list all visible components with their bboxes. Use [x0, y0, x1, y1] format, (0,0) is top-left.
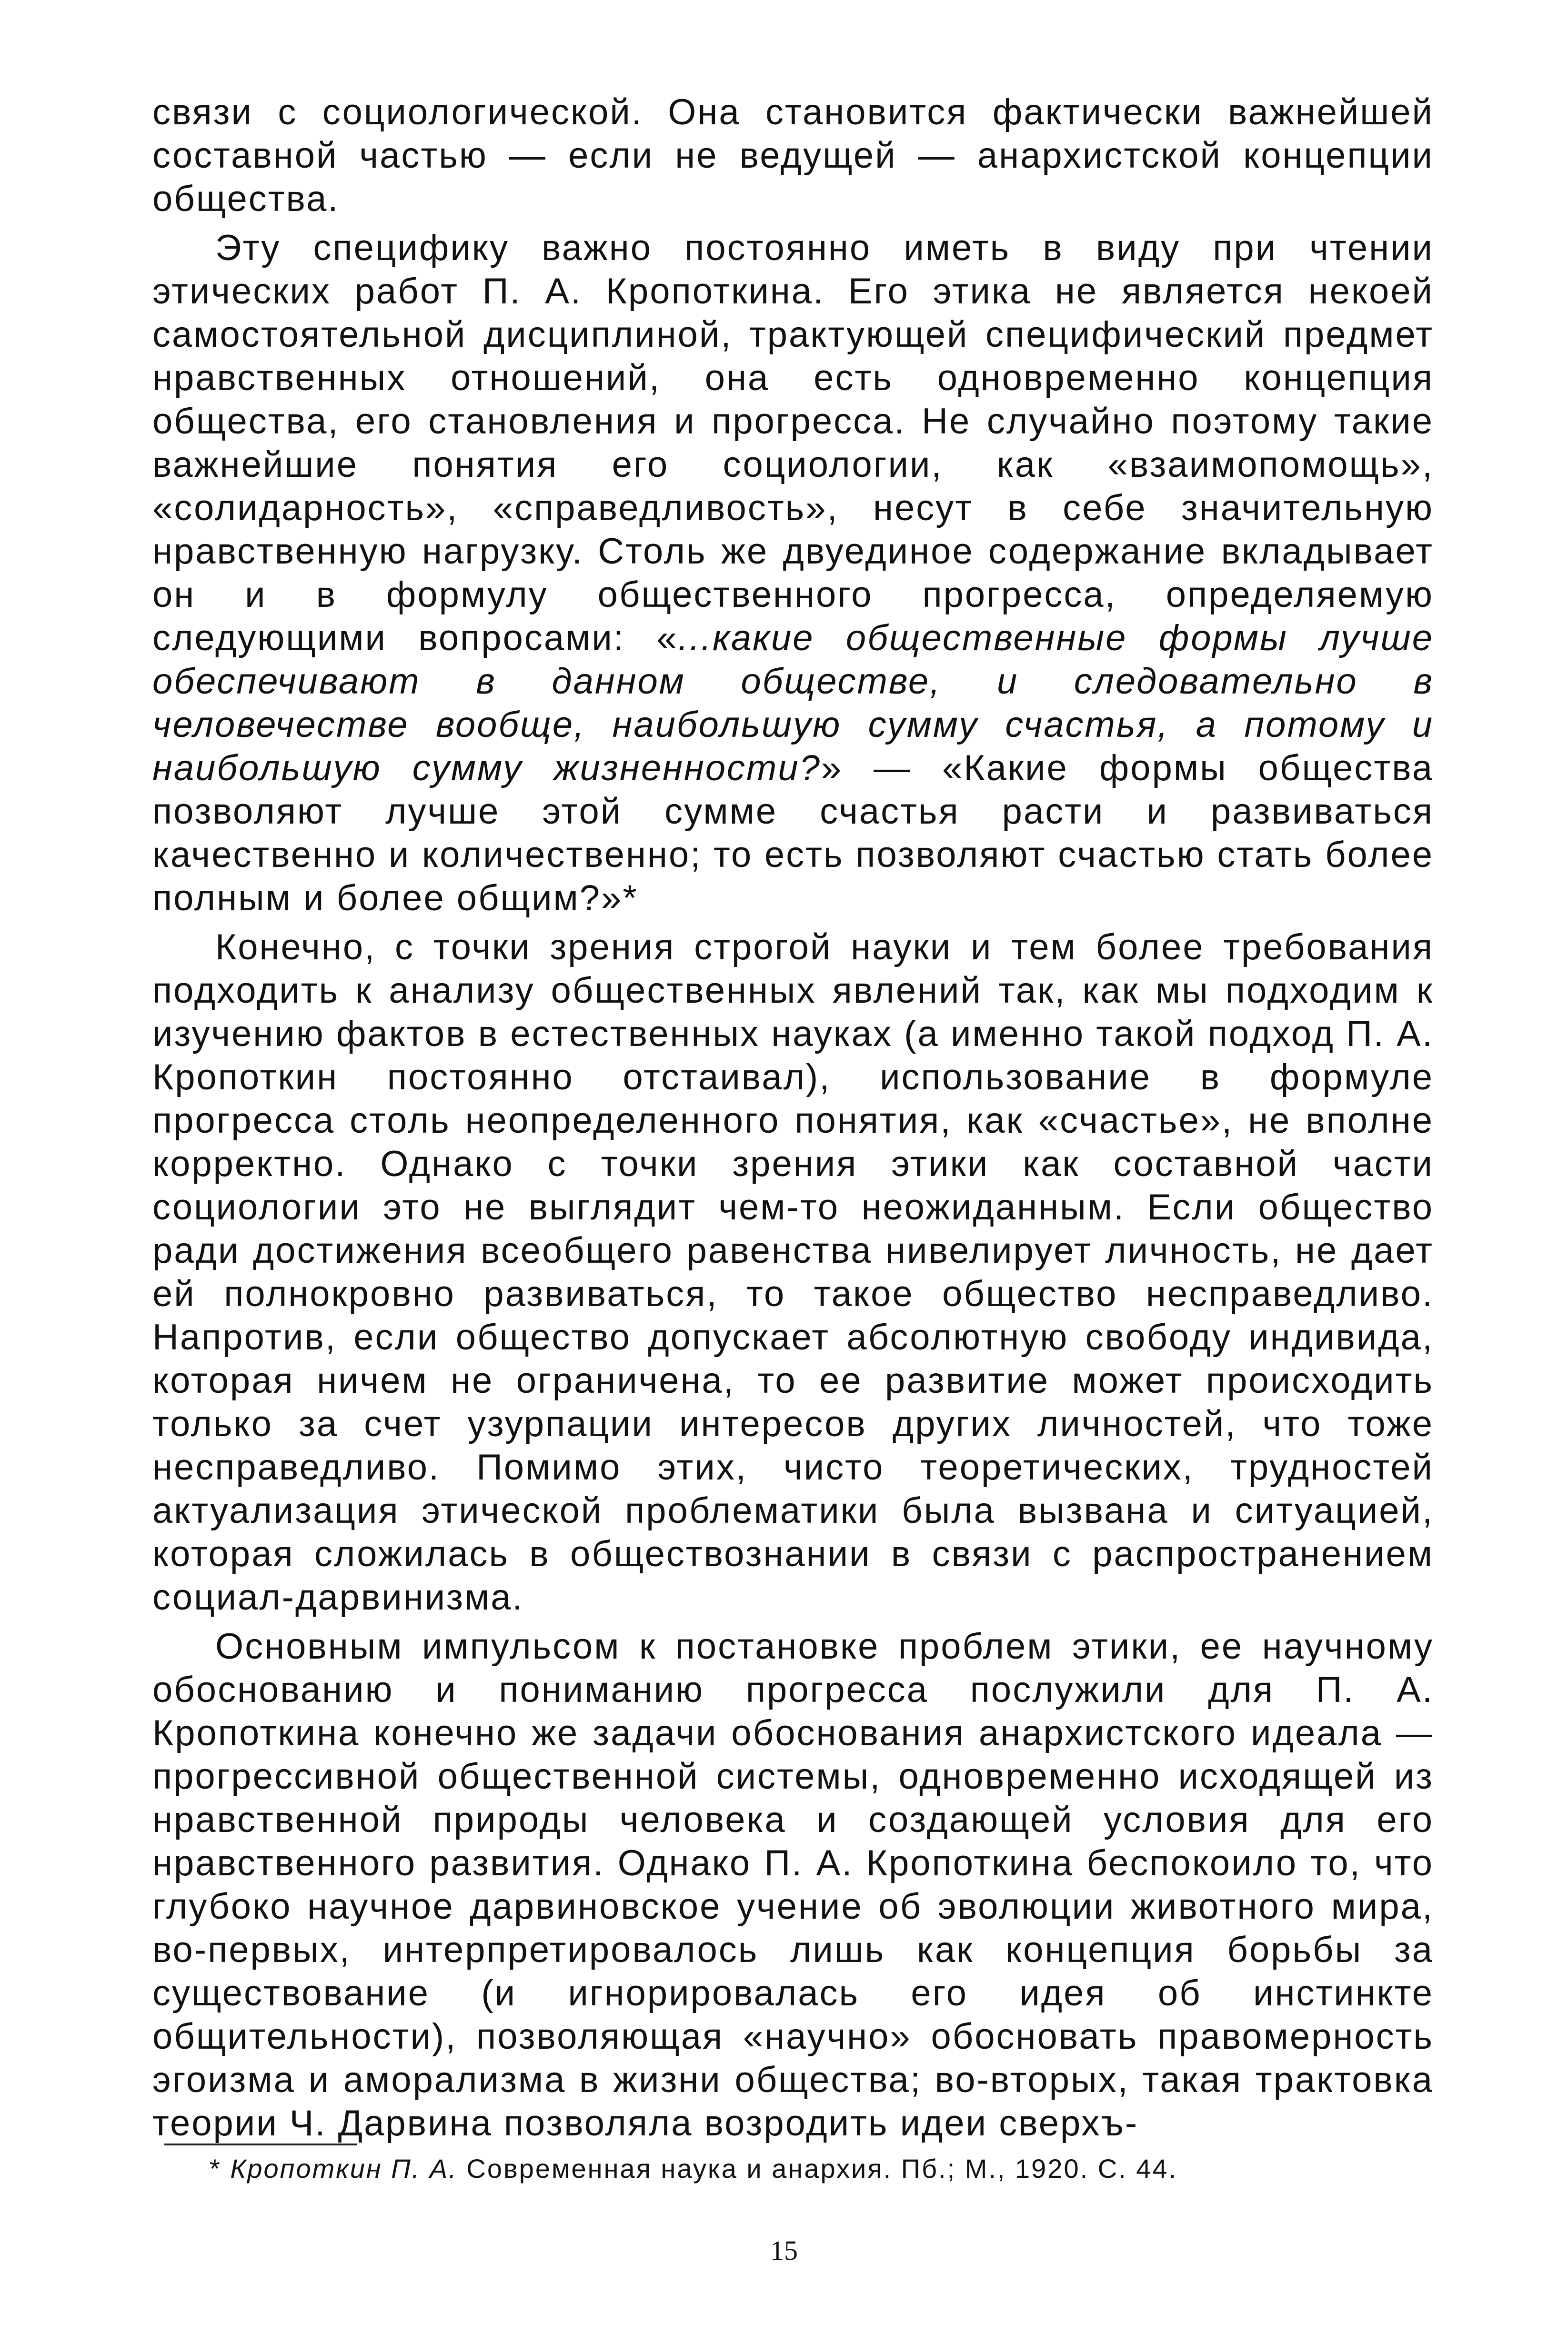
text-run: Основным импульсом к постановке проблем этики, ее научному обоснованию и пониманию прогресса послужили для П. А. Кропоткина конечно же задачи обоснования анархистского идеала — прогрессивной общественной системы, одновременно исходящей из нравственной природы человека и создающей условия для его нравственного развития. Однако П. А. Кропоткина беспокоило то, что глубоко научное дарвиновское учение об эволюции животного мира, во-первых, интерпретировалось лишь как концепция борьбы за существование (и игнорировалась его идея об инстинкте общительности), позволяющая «научно» обосновать правомерность эгоизма и аморализма в жизни общества; во-вторых, такая трактовка теории Ч. Дарвина позволяла возродить идеи сверхъ-	[152, 1626, 1434, 2144]
paragraph	[152, 1625, 1434, 2145]
footnote-text: Современная наука и анархия. Пб.; М., 1920. С. 44.	[457, 2154, 1178, 2184]
paragraph	[152, 226, 1434, 920]
footnote-author: Кропоткин П. А.	[230, 2154, 458, 2184]
footnote-divider	[164, 2144, 357, 2145]
text-run: » — «Какие формы общества позволяют лучше этой сумме счастья расти и развиваться качественно и количественно; то есть позволяют счастью стать более полным и более общим?»*	[152, 748, 1434, 918]
text-run: Конечно, с точки зрения строгой науки и тем более требования подходить к анализу общественных явлений так, как мы подходим к изучению фактов в естественных науках (а именно такой подход П. А. Кропоткин постоянно отстаивал), использование в формуле прогресса столь неопределенного понятия, как «счастье», не вполне корректно. Однако с точки зрения этики как составной части социологии это не выглядит чем-то неожиданным. Если общество ради достижения всеобщего равенства нивелирует личность, не дает ей полнокровно развиваться, то такое общество несправедливо. Напротив, если общество допускает абсолютную свободу индивида, которая ничем не ограничена, то ее развитие может происходить только за счет узурпации интересов других личностей, что тоже несправедливо. Помимо этих, чисто теоретических, трудностей актуализация этической проблематики была вызвана и ситуацией, которая сложилась в обществознании в связи с распространением социал-дарвинизма.	[152, 927, 1434, 1618]
paragraph	[152, 926, 1434, 1619]
footnote-marker: *	[210, 2154, 231, 2184]
quote-italic-run: ...какие общественные формы лучше обеспечивают в данном обществе, и следовательно в человечестве вообще, наибольшую сумму счастья, а потому и наибольшую сумму жизненности?	[152, 618, 1434, 788]
text-run: Эту специфику важно постоянно иметь в виду при чтении этических работ П. А. Кропоткина. Его этика не является некоей самостоятельной дисциплиной, трактующей специфический предмет нравственных отношений, она есть одновременно концепция общества, его становления и прогресса. Не случайно поэтому такие важнейшие понятия его социологии, как «взаимопомощь», «солидарность», «справедливость», несут в себе значительную нравственную нагрузку. Столь же двуединое содержание вкладывает он и в формулу общественного прогресса, определяемую следующими вопросами: «	[152, 228, 1434, 658]
page-number: 15	[770, 2235, 798, 2266]
main-text	[152, 91, 1434, 2145]
footnote	[210, 2152, 1400, 2185]
paragraph	[152, 91, 1434, 221]
text-run: связи с социологической. Она становится фактически важнейшей составной частью — если не ведущей — анархистской концепции общества.	[152, 92, 1434, 219]
